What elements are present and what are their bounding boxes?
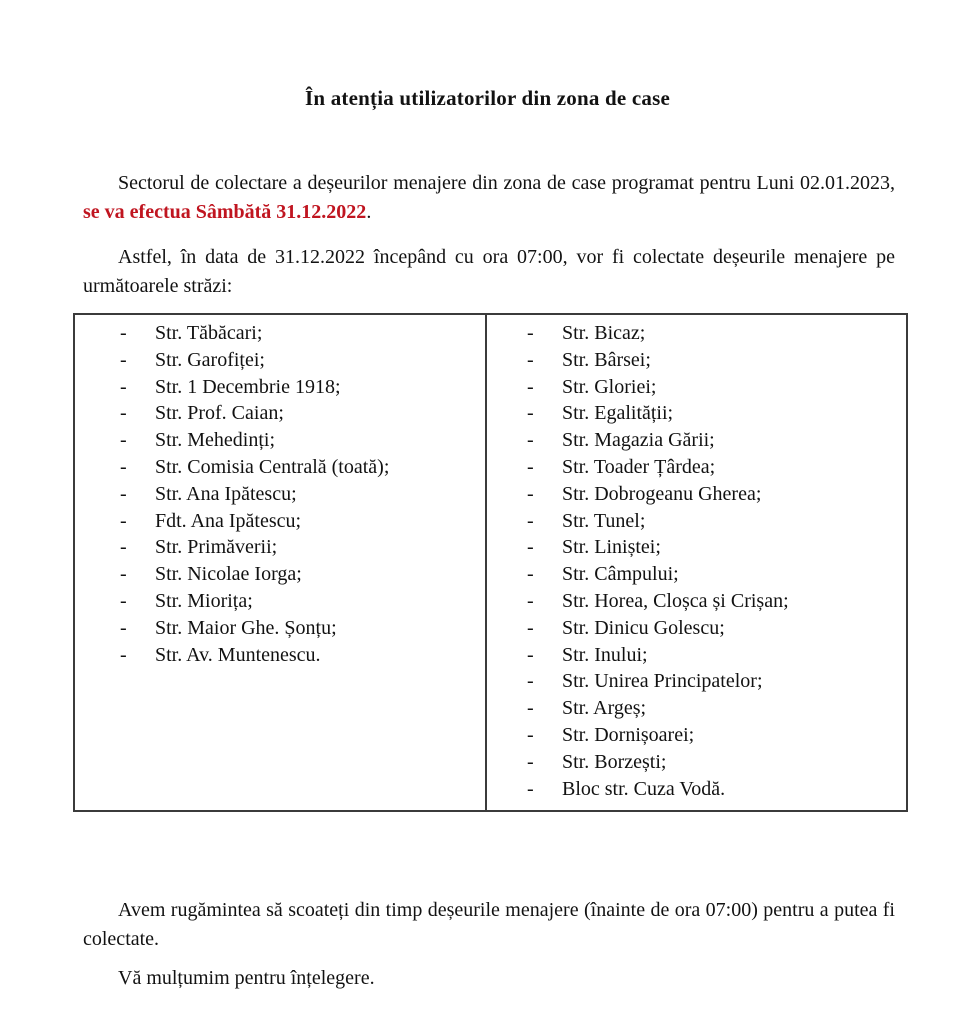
street-list-item <box>527 347 902 374</box>
bullet-dash: - <box>120 509 127 532</box>
paragraph-details: Astfel, în data de 31.12.2022 începând cu ora 07:00, vor fi colectate deșeurile menajere pe următoarele străzi: <box>83 246 895 297</box>
schedule-text-black: Sectorul de colectare a deșeurilor menajere din zona de case programat pentru Luni 02.01.2023, <box>118 172 895 194</box>
street-name: Bloc str. Cuza Vodă. <box>562 777 726 800</box>
street-name: Str. Comisia Centrală (toată); <box>155 455 390 478</box>
street-list-item <box>120 481 481 508</box>
bullet-dash: - <box>120 643 127 666</box>
street-list-item <box>527 668 902 695</box>
street-list-item <box>527 722 902 749</box>
street-name: Str. Liniștei; <box>562 536 661 559</box>
bullet-dash: - <box>120 322 127 344</box>
street-name: Str. Tăbăcari; <box>155 322 263 344</box>
street-name: Str. 1 Decembrie 1918; <box>155 375 341 398</box>
street-name: Str. Miorița; <box>155 589 253 612</box>
street-name: Str. Gloriei; <box>562 375 657 398</box>
bullet-dash: - <box>527 750 534 773</box>
street-name: Str. Inului; <box>562 643 648 666</box>
bullet-dash: - <box>120 563 127 586</box>
street-list-item <box>527 320 902 347</box>
bullet-dash: - <box>527 482 534 505</box>
street-name: Str. Ana Ipătescu; <box>155 482 297 505</box>
paragraph-reminder: Avem rugămintea să scoateți din timp deșeurile menajere (înainte de ora 07:00) pentru a putea fi colectate. <box>83 899 895 951</box>
bullet-dash: - <box>120 348 127 371</box>
street-list-item <box>120 347 481 374</box>
street-list-item <box>527 454 902 481</box>
street-name: Str. Borzești; <box>562 750 667 773</box>
street-name: Str. Magazia Gării; <box>562 429 715 452</box>
bullet-dash: - <box>527 616 534 639</box>
schedule-text-period: . <box>366 201 372 223</box>
bullet-dash: - <box>527 536 534 559</box>
street-list-item <box>120 320 481 347</box>
bullet-dash: - <box>120 482 127 505</box>
paragraph-schedule <box>83 169 895 227</box>
bullet-dash: - <box>120 429 127 452</box>
street-name: Str. Garofiței; <box>155 348 265 371</box>
street-list-item <box>527 695 902 722</box>
street-name: Str. Primăverii; <box>155 536 278 559</box>
street-list-item <box>120 427 481 454</box>
bullet-dash: - <box>120 455 127 478</box>
street-name: Str. Dornișoarei; <box>562 723 695 746</box>
street-name: Str. Horea, Cloșca și Crișan; <box>562 589 789 612</box>
street-name: Str. Tunel; <box>562 509 646 532</box>
bullet-dash: - <box>527 455 534 478</box>
bullet-dash: - <box>527 348 534 371</box>
street-list-item <box>527 588 902 615</box>
bullet-dash: - <box>527 322 534 344</box>
street-list-item <box>527 776 902 803</box>
street-name: Str. Mehedinți; <box>155 429 275 452</box>
street-name: Str. Bârsei; <box>562 348 651 371</box>
street-list-item <box>120 454 481 481</box>
bullet-dash: - <box>527 509 534 532</box>
paragraph-thanks: Vă mulțumim pentru înțelegere. <box>118 967 375 990</box>
street-name: Str. Unirea Principatelor; <box>562 670 763 693</box>
street-list-item <box>527 400 902 427</box>
street-list-item <box>527 615 902 642</box>
street-name: Fdt. Ana Ipătescu; <box>155 509 302 532</box>
street-name: Str. Dobrogeanu Gherea; <box>562 482 762 505</box>
street-name: Str. Argeș; <box>562 697 647 720</box>
street-list-item <box>120 588 481 615</box>
bullet-dash: - <box>527 402 534 425</box>
bullet-dash: - <box>527 375 534 398</box>
street-name: Str. Dinicu Golescu; <box>562 616 725 639</box>
street-name: Str. Prof. Caian; <box>155 402 284 425</box>
bullet-dash: - <box>120 616 127 639</box>
bullet-dash: - <box>527 777 534 800</box>
street-list-item <box>527 642 902 669</box>
schedule-text-red-highlight: se va efectua Sâmbătă 31.12.2022 <box>83 201 367 223</box>
street-list-item <box>527 534 902 561</box>
bullet-dash: - <box>527 589 534 612</box>
street-list-item <box>527 481 902 508</box>
bullet-dash: - <box>527 723 534 746</box>
streets-column-right <box>487 315 906 810</box>
street-list-item <box>120 374 481 401</box>
street-list-item <box>527 561 902 588</box>
bullet-dash: - <box>527 429 534 452</box>
street-name: Str. Maior Ghe. Șonțu; <box>155 616 337 639</box>
street-name: Str. Nicolae Iorga; <box>155 563 302 586</box>
street-list-item <box>120 561 481 588</box>
street-list-item <box>527 427 902 454</box>
bullet-dash: - <box>120 402 127 425</box>
streets-table <box>73 313 908 812</box>
street-name: Str. Câmpului; <box>562 563 679 586</box>
streets-column-left <box>75 315 487 810</box>
bullet-dash: - <box>527 643 534 666</box>
bullet-dash: - <box>527 670 534 693</box>
street-name: Str. Egalității; <box>562 402 674 425</box>
street-list-item <box>120 400 481 427</box>
street-list-item <box>527 749 902 776</box>
street-list-item <box>120 615 481 642</box>
street-list-item <box>527 374 902 401</box>
street-name: Str. Bicaz; <box>562 322 646 344</box>
street-name: Str. Av. Muntenescu. <box>155 643 321 666</box>
street-name: Str. Toader Țârdea; <box>562 455 716 478</box>
street-list-item <box>527 508 902 535</box>
document-title: În atenția utilizatorilor din zona de case <box>305 86 670 110</box>
bullet-dash: - <box>527 563 534 586</box>
street-list-item <box>120 508 481 535</box>
street-list-item <box>120 642 481 669</box>
bullet-dash: - <box>120 375 127 398</box>
bullet-dash: - <box>120 589 127 612</box>
bullet-dash: - <box>527 697 534 720</box>
bullet-dash: - <box>120 536 127 559</box>
street-list-item <box>120 534 481 561</box>
